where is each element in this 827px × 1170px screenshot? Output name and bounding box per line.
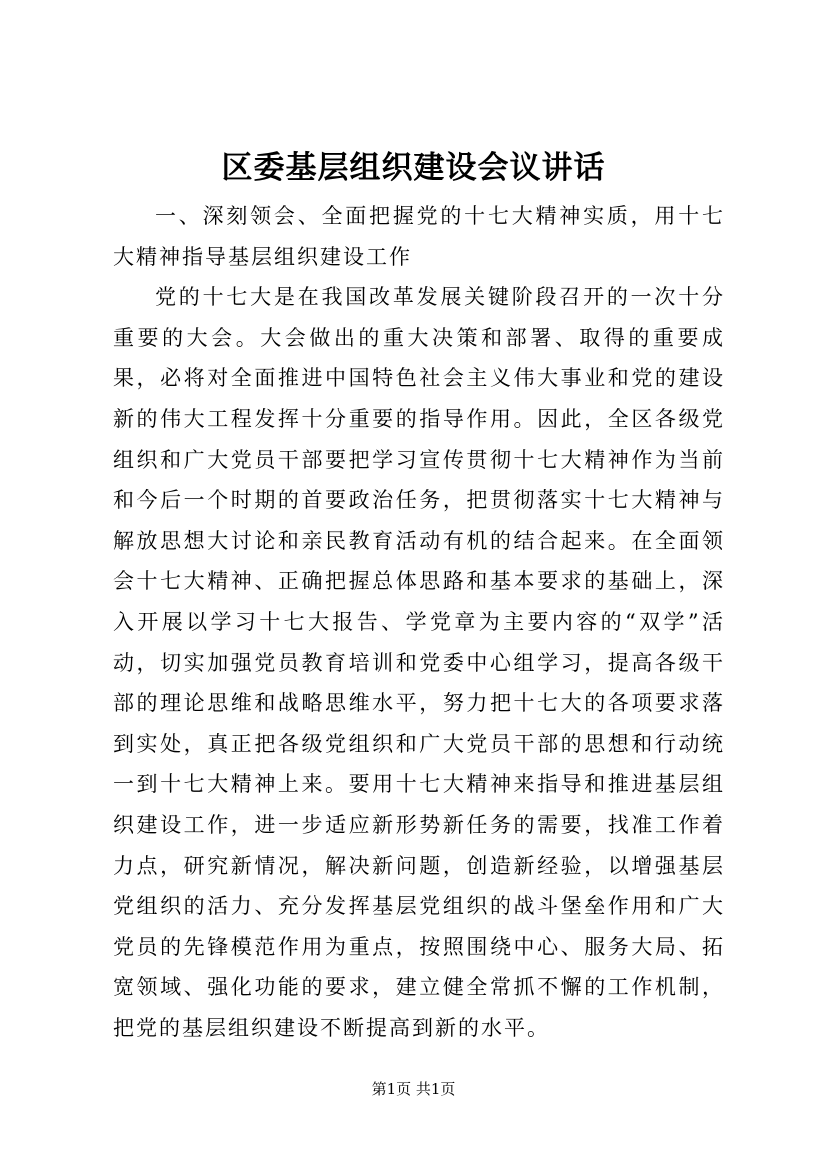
section-heading-paragraph: 一、深刻领会、全面把握党的十七大精神实质，用十七大精神指导基层组织建设工作	[113, 204, 725, 269]
page-title: 区委基层组织建设会议讲话	[221, 150, 606, 186]
document-body	[113, 196, 725, 1048]
page-footer: 第1页 共1页	[371, 1080, 456, 1098]
body-paragraph: 党的十七大是在我国改革发展关键阶段召开的一次十分重要的大会。大会做出的重大决策和部署、取得的重要成果，必将对全面推进中国特色社会主义伟大事业和党的建设新的伟大工程发挥十分重要的指导作用。因此，全区各级党组织和广大党员干部要把学习宣传贯彻十七大精神作为当前和今后一个时期的首要政治任务，把贯彻落实十七大精神与解放思想大讨论和亲民教育活动有机的结合起来。在全面领会十七大精神、正确把握总体思路和基本要求的基础上，深入开展以学习十七大报告、学党章为主要内容的“双学”活动，切实加强党员教育培训和党委中心组学习，提高各级干部的理论思维和战略思维水平，努力把十七大的各项要求落到实处，真正把各级党组织和广大党员干部的思想和行动统一到十七大精神上来。要用十七大精神来指导和推进基层组织建设工作，进一步适应新形势新任务的需要，找准工作着力点，研究新情况，解决新问题，创造新经验，以增强基层党组织的活力、充分发挥基层党组织的战斗堡垒作用和广大党员的先锋模范作用为重点，按照围绕中心、服务大局、拓宽领域、强化功能的要求，建立健全常抓不懈的工作机制，把党的基层组织建设不断提高到新的水平。	[113, 285, 725, 1040]
